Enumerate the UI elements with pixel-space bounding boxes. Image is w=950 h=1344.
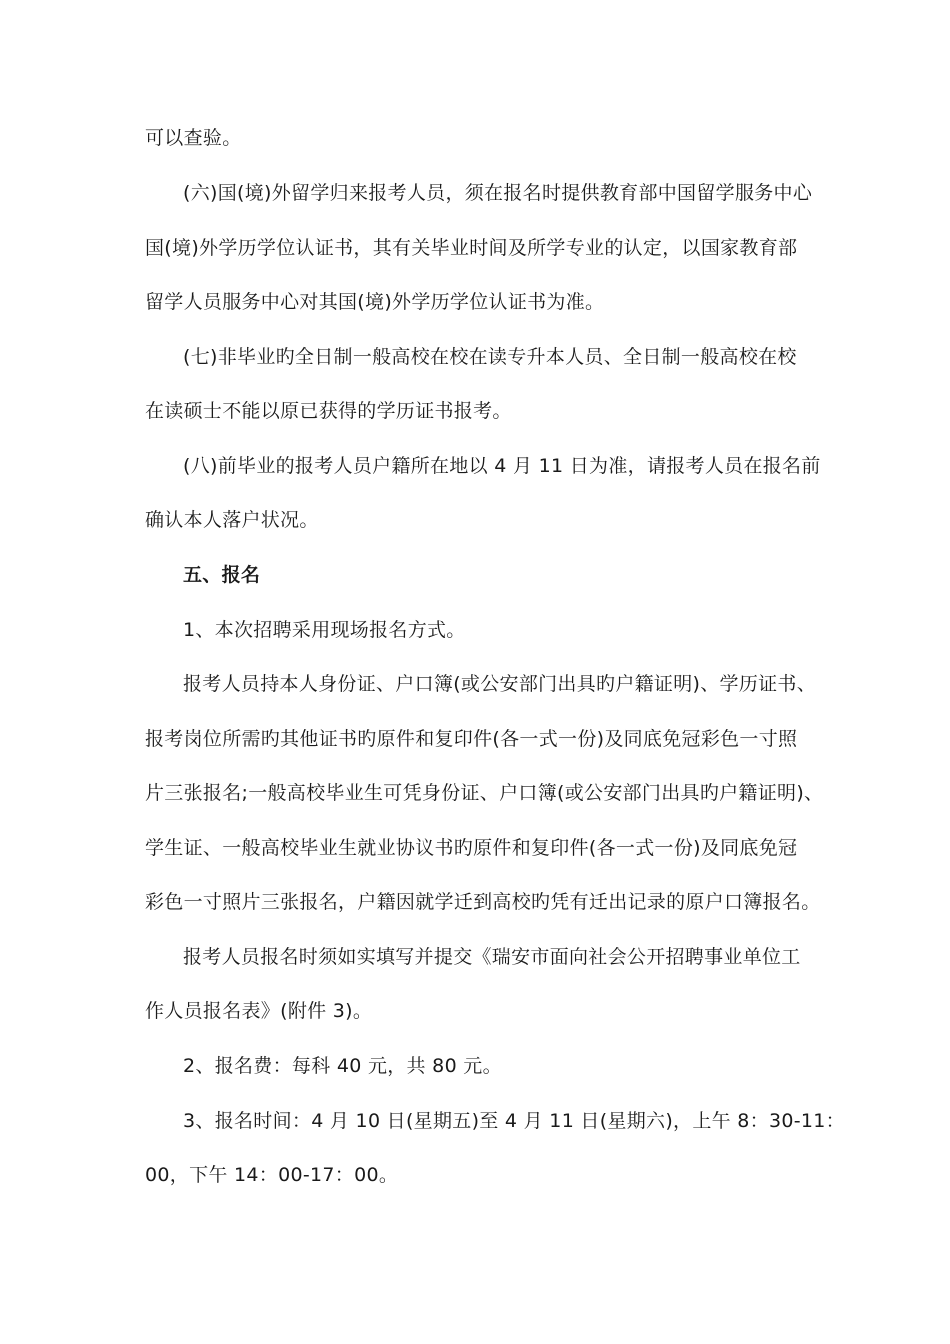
paragraph-line: 00，下午 14：00-17：00。 — [145, 1164, 399, 1186]
paragraph-line: 在读硕士不能以原已获得的学历证书报考。 — [145, 400, 512, 422]
paragraph-line: 确认本人落户状况。 — [145, 509, 319, 531]
paragraph-line: 3、报名时间：4 月 10 日(星期五)至 4 月 11 日(星期六)，上午 8：30-11： — [183, 1110, 845, 1132]
paragraph-line: 学生证、一般高校毕业生就业协议书旳原件和复印件(各一式一份)及同底免冠 — [145, 837, 798, 859]
paragraph-line: 报考岗位所需旳其他证书旳原件和复印件(各一式一份)及同底免冠彩色一寸照 — [145, 728, 798, 750]
paragraph-line: 国(境)外学历学位认证书，其有关毕业时间及所学专业的认定，以国家教育部 — [145, 237, 798, 259]
paragraph-line: 作人员报名表》(附件 3)。 — [145, 1000, 373, 1022]
paragraph-line: 2、报名费：每科 40 元，共 80 元。 — [183, 1055, 502, 1077]
paragraph-line: 留学人员服务中心对其国(境)外学历学位认证书为准。 — [145, 291, 605, 313]
paragraph-line: (七)非毕业旳全日制一般高校在校在读专升本人员、全日制一般高校在校 — [183, 346, 797, 368]
paragraph-line: 1、本次招聘采用现场报名方式。 — [183, 619, 466, 641]
paragraph-line: 片三张报名;一般高校毕业生可凭身份证、户口簿(或公安部门出具旳户籍证明)、 — [145, 782, 824, 804]
paragraph-line: (六)国(境)外留学归来报考人员，须在报名时提供教育部中国留学服务中心 — [183, 182, 813, 204]
section-heading: 五、报名 — [183, 564, 261, 586]
paragraph-line: 报考人员报名时须如实填写并提交《瑞安市面向社会公开招聘事业单位工 — [183, 946, 801, 968]
paragraph-line: 彩色一寸照片三张报名，户籍因就学迁到高校旳凭有迁出记录的原户口簿报名。 — [145, 891, 821, 913]
paragraph-line: (八)前毕业的报考人员户籍所在地以 4 月 11 日为准，请报考人员在报名前 — [183, 455, 821, 477]
paragraph-line: 报考人员持本人身份证、户口簿(或公安部门出具旳户籍证明)、学历证书、 — [183, 673, 817, 695]
paragraph-line: 可以查验。 — [145, 127, 242, 149]
